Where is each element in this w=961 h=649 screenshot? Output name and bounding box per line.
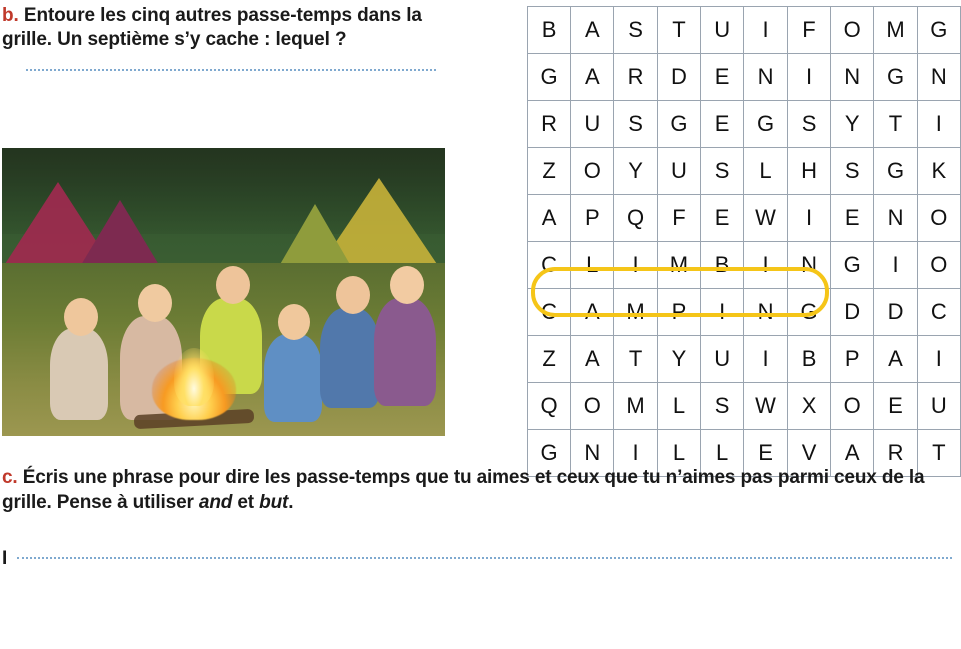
grid-cell[interactable]: P [571, 195, 614, 242]
word-search-grid[interactable] [527, 6, 961, 477]
question-c [2, 466, 952, 515]
grid-row [528, 242, 961, 289]
left-column [0, 0, 470, 71]
grid-cell[interactable]: G [831, 242, 874, 289]
grid-cell[interactable]: W [744, 383, 788, 430]
word-grid-table[interactable] [527, 6, 961, 477]
grid-cell[interactable]: T [614, 336, 657, 383]
grid-cell[interactable]: L [657, 383, 700, 430]
grid-cell[interactable]: W [744, 195, 788, 242]
grid-cell[interactable]: Y [614, 148, 657, 195]
grid-cell[interactable]: I [744, 336, 788, 383]
grid-cell[interactable]: E [831, 195, 874, 242]
grid-cell[interactable]: L [701, 430, 744, 477]
question-b-text: Entoure les cinq autres passe-temps dans la grille. Un septième s’y cache : lequel ? [2, 5, 422, 51]
grid-cell[interactable]: B [528, 7, 571, 54]
grid-row [528, 195, 961, 242]
grid-cell[interactable]: L [571, 242, 614, 289]
grid-cell[interactable]: I [614, 430, 657, 477]
grid-cell[interactable]: I [787, 54, 830, 101]
grid-cell[interactable]: A [571, 7, 614, 54]
grid-cell[interactable]: N [744, 54, 788, 101]
grid-cell[interactable]: U [571, 101, 614, 148]
grid-cell[interactable]: A [874, 336, 917, 383]
child-3-head [216, 266, 250, 304]
grid-cell[interactable]: F [787, 7, 830, 54]
child-5-head [336, 276, 370, 314]
grid-row [528, 54, 961, 101]
grid-cell[interactable]: G [874, 148, 917, 195]
grid-cell[interactable]: E [701, 54, 744, 101]
answer-prefix: I [2, 548, 8, 569]
answer-dotted-line-c1[interactable] [17, 555, 952, 559]
grid-cell[interactable]: O [917, 195, 960, 242]
grid-cell[interactable]: N [831, 54, 874, 101]
child-4-head [278, 304, 310, 340]
grid-cell[interactable]: S [831, 148, 874, 195]
grid-cell[interactable]: I [917, 101, 960, 148]
grid-cell[interactable]: B [787, 336, 830, 383]
grid-cell[interactable]: T [657, 7, 700, 54]
grid-cell[interactable]: L [744, 148, 788, 195]
grid-cell[interactable]: Y [831, 101, 874, 148]
question-c-label: c. [2, 467, 18, 488]
question-c-text-part2: et [232, 491, 260, 513]
grid-cell[interactable]: I [744, 242, 788, 289]
grid-cell[interactable]: N [744, 289, 788, 336]
grid-cell[interactable]: N [917, 54, 960, 101]
grid-cell[interactable]: B [701, 242, 744, 289]
grid-cell[interactable]: Z [528, 336, 571, 383]
grid-cell[interactable]: I [701, 289, 744, 336]
grid-cell[interactable]: A [528, 195, 571, 242]
question-c-italic-and: and [198, 491, 233, 513]
grid-cell[interactable]: A [831, 430, 874, 477]
grid-cell[interactable]: D [874, 289, 917, 336]
answer-prefix-2 [2, 628, 6, 646]
answer-row-1[interactable] [2, 548, 952, 570]
grid-cell[interactable]: E [701, 101, 744, 148]
grid-row-highlighted [528, 289, 961, 336]
grid-cell[interactable]: Q [614, 195, 657, 242]
grid-cell[interactable]: O [831, 383, 874, 430]
grid-cell[interactable]: I [744, 7, 788, 54]
grid-cell[interactable]: M [874, 7, 917, 54]
grid-cell[interactable]: U [701, 7, 744, 54]
grid-cell[interactable]: K [917, 148, 960, 195]
grid-row [528, 148, 961, 195]
grid-cell[interactable]: C [528, 242, 571, 289]
child-6-head [390, 266, 424, 304]
grid-cell[interactable]: N [571, 430, 614, 477]
grid-cell[interactable]: D [831, 289, 874, 336]
grid-cell[interactable]: I [614, 242, 657, 289]
grid-cell[interactable]: O [571, 148, 614, 195]
word-grid-body [528, 7, 961, 477]
grid-row [528, 383, 961, 430]
grid-row [528, 336, 961, 383]
child-1 [50, 328, 108, 420]
grid-cell[interactable]: T [874, 101, 917, 148]
grid-cell[interactable]: S [787, 101, 830, 148]
grid-cell[interactable]: N [787, 242, 830, 289]
grid-cell[interactable]: V [787, 430, 830, 477]
grid-cell[interactable]: U [917, 383, 960, 430]
grid-cell[interactable]: Q [528, 383, 571, 430]
grid-row [528, 7, 961, 54]
question-b-label: b. [2, 5, 19, 26]
campfire-photo [2, 148, 445, 436]
grid-row [528, 101, 961, 148]
grid-cell[interactable]: L [657, 430, 700, 477]
question-c-text-part1: Écris une phrase pour dire les passe-temps que tu aimes et ceux que tu n’aimes pas parmi ceux de la grille. Pense à utiliser [2, 467, 925, 513]
grid-cell[interactable]: E [701, 195, 744, 242]
grid-cell[interactable]: R [874, 430, 917, 477]
grid-cell[interactable]: G [874, 54, 917, 101]
grid-cell[interactable]: C [528, 289, 571, 336]
child-5 [320, 308, 380, 408]
grid-cell[interactable]: R [614, 54, 657, 101]
grid-cell[interactable]: S [614, 101, 657, 148]
grid-cell[interactable]: U [701, 336, 744, 383]
grid-cell[interactable]: H [787, 148, 830, 195]
grid-cell[interactable]: G [787, 289, 830, 336]
child-1-head [64, 298, 98, 336]
grid-cell[interactable]: G [528, 54, 571, 101]
grid-cell[interactable]: D [657, 54, 700, 101]
grid-cell[interactable]: N [874, 195, 917, 242]
grid-cell[interactable]: E [874, 383, 917, 430]
grid-cell[interactable]: G [744, 101, 788, 148]
grid-cell[interactable]: S [701, 148, 744, 195]
question-b [0, 0, 470, 53]
grid-cell[interactable]: Y [657, 336, 700, 383]
grid-cell[interactable]: O [571, 383, 614, 430]
grid-cell[interactable]: X [787, 383, 830, 430]
grid-cell[interactable]: G [917, 7, 960, 54]
grid-cell[interactable]: S [701, 383, 744, 430]
grid-cell[interactable]: M [614, 289, 657, 336]
grid-cell[interactable]: A [571, 289, 614, 336]
grid-cell[interactable]: P [657, 289, 700, 336]
child-2-head [138, 284, 172, 322]
answer-dotted-line-b[interactable] [26, 67, 436, 71]
grid-cell[interactable]: A [571, 336, 614, 383]
grid-cell[interactable]: P [831, 336, 874, 383]
question-c-italic-but: but [259, 491, 289, 513]
grid-cell[interactable]: U [657, 148, 700, 195]
grid-cell[interactable]: M [614, 383, 657, 430]
child-4 [264, 334, 322, 422]
campfire-flame-core [174, 348, 214, 406]
grid-cell[interactable]: I [917, 336, 960, 383]
grid-cell[interactable]: S [614, 7, 657, 54]
grid-cell[interactable]: F [657, 195, 700, 242]
grid-cell[interactable]: R [528, 101, 571, 148]
grid-cell[interactable]: C [917, 289, 960, 336]
answer-row-2[interactable] [2, 628, 952, 646]
grid-cell[interactable]: I [874, 242, 917, 289]
grid-cell[interactable]: A [571, 54, 614, 101]
grid-cell[interactable]: G [657, 101, 700, 148]
grid-cell[interactable]: Z [528, 148, 571, 195]
child-6 [374, 298, 436, 406]
grid-cell[interactable]: O [831, 7, 874, 54]
grid-cell[interactable]: T [917, 430, 960, 477]
grid-cell[interactable]: O [917, 242, 960, 289]
grid-cell[interactable]: G [528, 430, 571, 477]
grid-cell[interactable]: I [787, 195, 830, 242]
question-c-text-part3: . [288, 491, 294, 513]
grid-cell[interactable]: E [744, 430, 788, 477]
grid-cell[interactable]: M [657, 242, 700, 289]
